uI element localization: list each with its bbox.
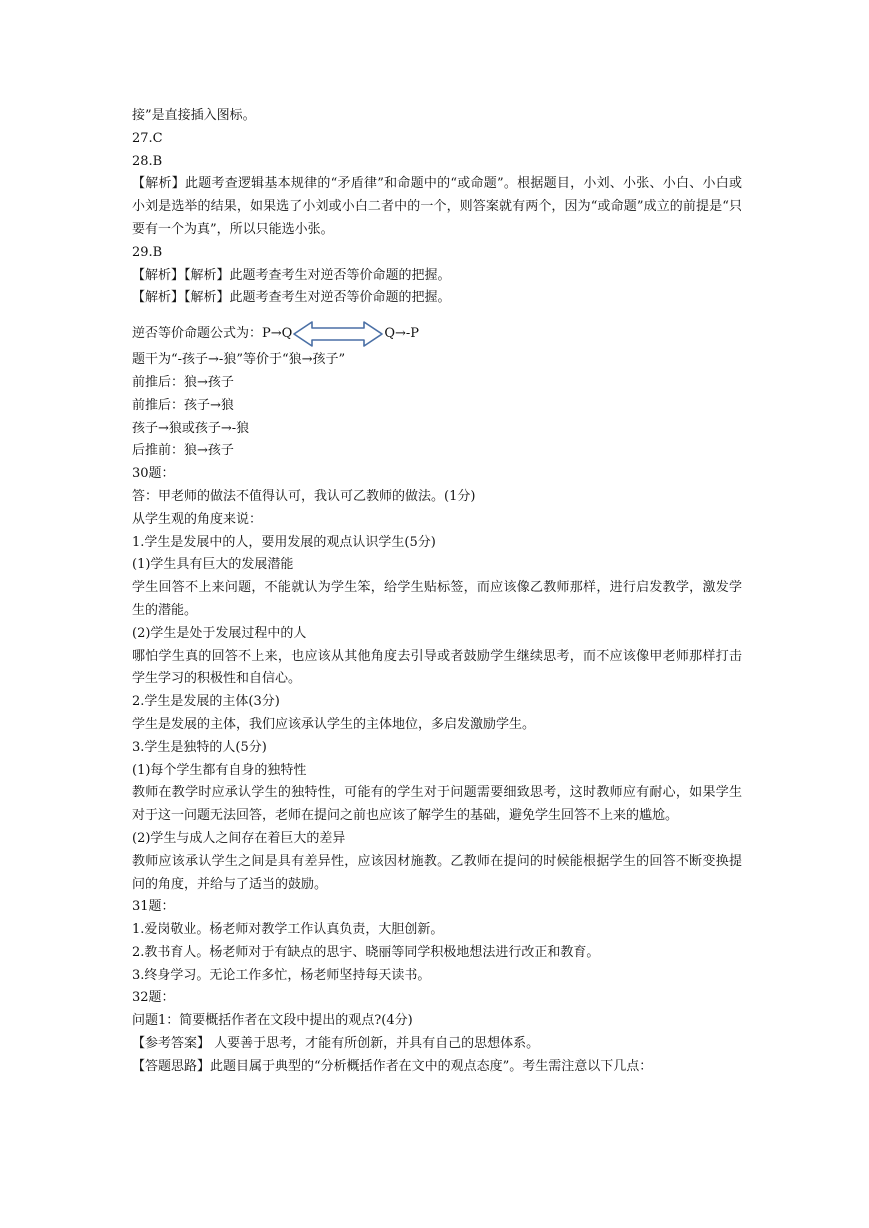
text-line: (2)学生与成人之间存在着巨大的差异 xyxy=(132,830,346,846)
spacer xyxy=(132,310,742,319)
text-line: 3.终身学习。无论工作多忙，杨老师坚持每天读书。 xyxy=(132,967,431,983)
text-paragraph: 学生回答不上来问题，不能就认为学生笨，给学生贴标签，而应该像乙教师那样，进行启发教学，激发学生的潜能。 xyxy=(132,580,742,618)
question-32-heading: 32题： xyxy=(132,990,175,1006)
formula-left: 逆否等价命题公式为：P→Q xyxy=(132,325,293,341)
answer-29: 29.B xyxy=(132,244,163,260)
question-31-heading: 31题： xyxy=(132,899,175,915)
text-line: 题干为“-孩子→-狼”等价于“狼→孩子” xyxy=(132,352,346,368)
text-paragraph: 教师应该承认学生之间是具有差异性，应该因材施教。乙教师在提问的时候能根据学生的回答不断变换提问的角度，并给与了适当的鼓励。 xyxy=(132,853,742,892)
text-line: 3.学生是独特的人(5分) xyxy=(132,739,267,755)
reference-answer: 【参考答案】 人要善于思考，才能有所创新，并具有自己的思想体系。 xyxy=(132,1036,540,1052)
text-line: (1)学生具有巨大的发展潜能 xyxy=(132,557,294,573)
formula-row xyxy=(132,319,742,349)
text-line: 接”是直接插入图标。 xyxy=(132,108,256,123)
analysis-29-a: 【解析】【解析】此题考查考生对逆否等价命题的把握。 xyxy=(132,267,451,283)
text-line: 学生是发展的主体，我们应该承认学生的主体地位，多启发激励学生。 xyxy=(132,716,536,732)
text-line: 2.教书育人。杨老师对于有缺点的思宇、晓丽等同学积极地想法进行改正和教育。 xyxy=(132,944,600,960)
document-page xyxy=(132,105,742,1079)
text-line: 1.学生是发展中的人，要用发展的观点认识学生(5分) xyxy=(132,534,436,550)
formula-right: Q→-P xyxy=(384,325,420,341)
text-line: 从学生观的角度来说： xyxy=(132,511,263,527)
answer-28: 28.B xyxy=(132,153,163,169)
double-headed-arrow-icon xyxy=(292,319,384,349)
text-line: 后推前：狼→孩子 xyxy=(132,443,234,459)
answer-approach: 【答题思路】此题目属于典型的“分析概括作者在文中的观点态度”。考生需注意以下几点： xyxy=(132,1058,653,1074)
text-line: (1)每个学生都有自身的独特性 xyxy=(132,762,307,778)
text-line: 前推后：孩子→狼 xyxy=(132,397,234,413)
text-line: 孩子→狼或孩子→-狼 xyxy=(132,420,250,436)
question-30-heading: 30题： xyxy=(132,466,175,482)
analysis-28: 【解析】此题考查逻辑基本规律的“矛盾律”和命题中的“或命题”。根据题目，小刘、小张、小白、小白或小刘是选举的结果，如果选了小刘或小白二者中的一个，则答案就有两个，因为“或命题”成立的前提是“只要有一个为真”，所以只能选小张。 xyxy=(132,176,742,237)
text-paragraph: 哪怕学生真的回答不上来，也应该从其他角度去引导或者鼓励学生继续思考，而不应该像甲老师那样打击学生学习的积极性和自信心。 xyxy=(132,648,742,687)
text-line: 前推后：狼→孩子 xyxy=(132,374,234,390)
text-line: (2)学生是处于发展过程中的人 xyxy=(132,625,307,641)
text-paragraph: 教师在教学时应承认学生的独特性，可能有的学生对于问题需要细致思考，这时教师应有耐心，如果学生对于这一问题无法回答，老师在提问之前也应该了解学生的基础，避免学生回答不上来的尴尬。 xyxy=(132,785,742,824)
analysis-29-b: 【解析】【解析】此题考查考生对逆否等价命题的把握。 xyxy=(132,290,451,306)
text-line: 问题1：简要概括作者在文段中提出的观点?(4分) xyxy=(132,1013,413,1029)
text-line: 答：甲老师的做法不值得认可，我认可乙教师的做法。(1分) xyxy=(132,488,476,504)
text-line: 1.爱岗敬业。杨老师对教学工作认真负责，大胆创新。 xyxy=(132,922,444,938)
text-line: 2.学生是发展的主体(3分) xyxy=(132,694,280,710)
answer-27: 27.C xyxy=(132,130,163,146)
